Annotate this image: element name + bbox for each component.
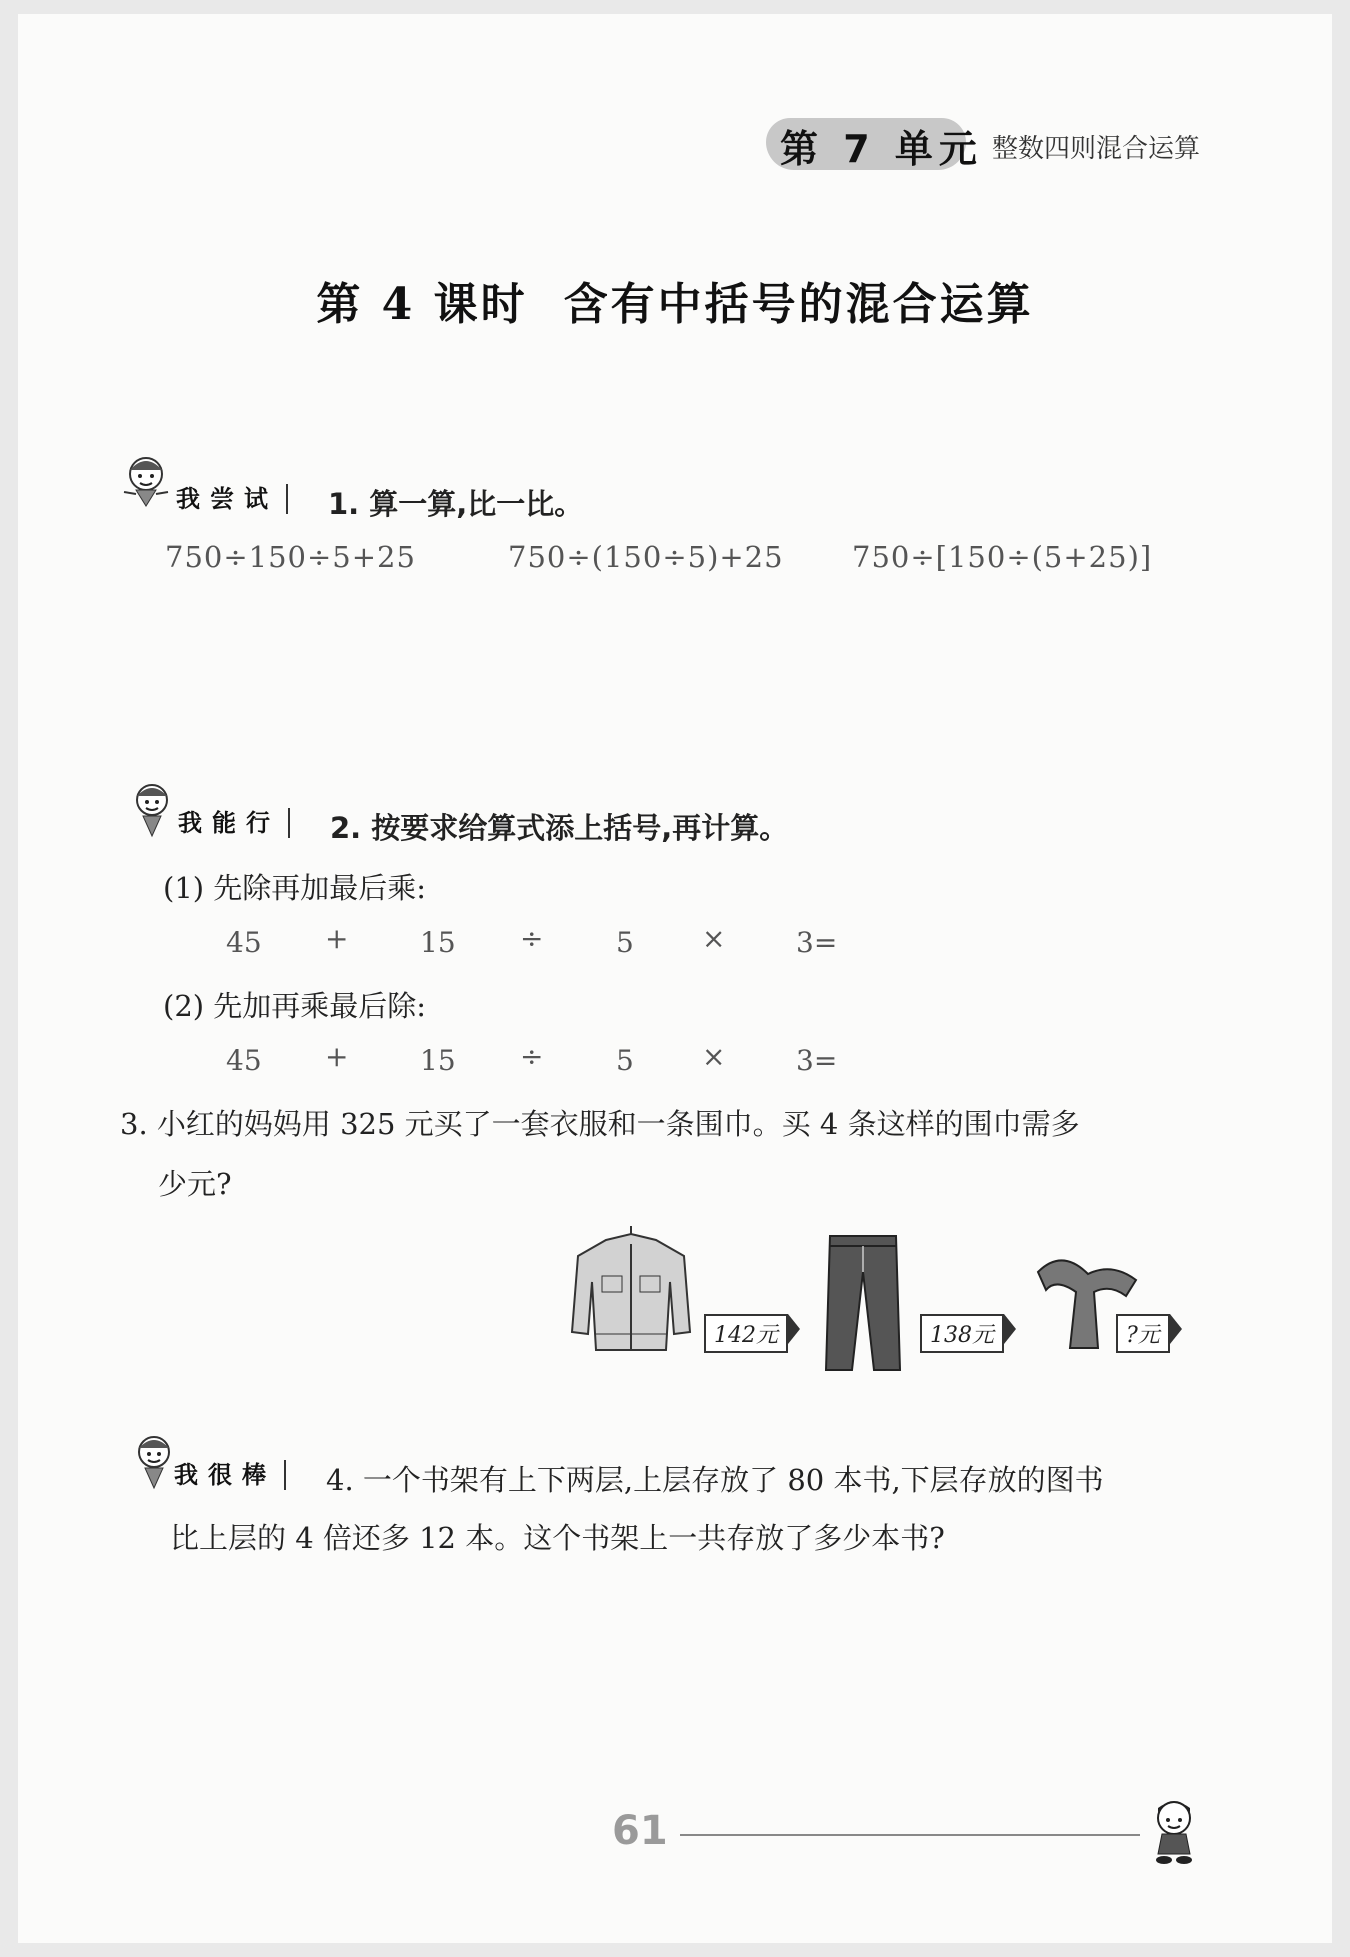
expression-2: 750÷(150÷5)+25 [508, 540, 784, 574]
part-1-divide: ÷ [520, 922, 544, 955]
unit-subtitle: 整数四则混合运算 [992, 134, 1201, 164]
price-tag-jacket: 142元 [704, 1314, 788, 1353]
question-4-line-2: 比上层的 4 倍还多 12 本。这个书架上一共存放了多少本书? [170, 1521, 945, 1555]
question-2: 2. 按要求给算式添上括号,再计算。 [330, 811, 789, 845]
question-3-line-1: 3. 小红的妈妈用 325 元买了一套衣服和一条围巾。买 4 条这样的围巾需多 [120, 1107, 1080, 1141]
section-tag-great: 我很棒 [174, 1460, 286, 1490]
part-1-num-15: 15 [420, 926, 456, 959]
part-2-times: × [702, 1040, 726, 1073]
part-2-num-15: 15 [420, 1044, 456, 1077]
lesson-name: 含有中括号的混合运算 [563, 279, 1034, 330]
part-1-plus: + [325, 922, 349, 955]
part-2-plus: + [325, 1040, 349, 1073]
lesson-title [0, 268, 1350, 332]
part-2-divide: ÷ [520, 1040, 544, 1073]
expression-1: 750÷150÷5+25 [165, 540, 416, 574]
cartoon-girl-icon [128, 1432, 180, 1492]
part-1-num-5: 5 [616, 926, 634, 959]
section-tag-can-do: 我能行 [178, 808, 290, 838]
cartoon-girl-icon [126, 780, 178, 840]
question-1: 1. 算一算,比一比。 [328, 487, 584, 521]
unit-label: 第 7 单元 [780, 127, 983, 171]
expression-3: 750÷[150÷(5+25)] [852, 540, 1153, 574]
part-1-num-45: 45 [226, 926, 262, 959]
question-3-line-2: 少元? [158, 1167, 232, 1201]
page-number: 61 [612, 1808, 668, 1854]
cartoon-girl-icon [118, 452, 174, 510]
part-2-label: (2) 先加再乘最后除: [163, 989, 427, 1023]
part-2-num-45: 45 [226, 1044, 262, 1077]
cartoon-boy-icon [1144, 1796, 1208, 1868]
lesson-number: 第 4 课时 [316, 279, 528, 330]
question-4-line-1: 4. 一个书架有上下两层,上层存放了 80 本书,下层存放的图书 [326, 1463, 1104, 1497]
part-1-num-3: 3= [796, 926, 838, 959]
part-1-label: (1) 先除再加最后乘: [163, 871, 427, 905]
section-tag-try: 我尝试 [176, 484, 288, 514]
pants-icon [822, 1232, 904, 1374]
price-tag-pants: 138元 [920, 1314, 1004, 1353]
price-tag-scarf: ?元 [1116, 1314, 1170, 1353]
jacket-icon [566, 1222, 696, 1362]
part-2-num-3: 3= [796, 1044, 838, 1077]
part-1-times: × [702, 922, 726, 955]
part-2-num-5: 5 [616, 1044, 634, 1077]
footer-rule [680, 1834, 1140, 1836]
